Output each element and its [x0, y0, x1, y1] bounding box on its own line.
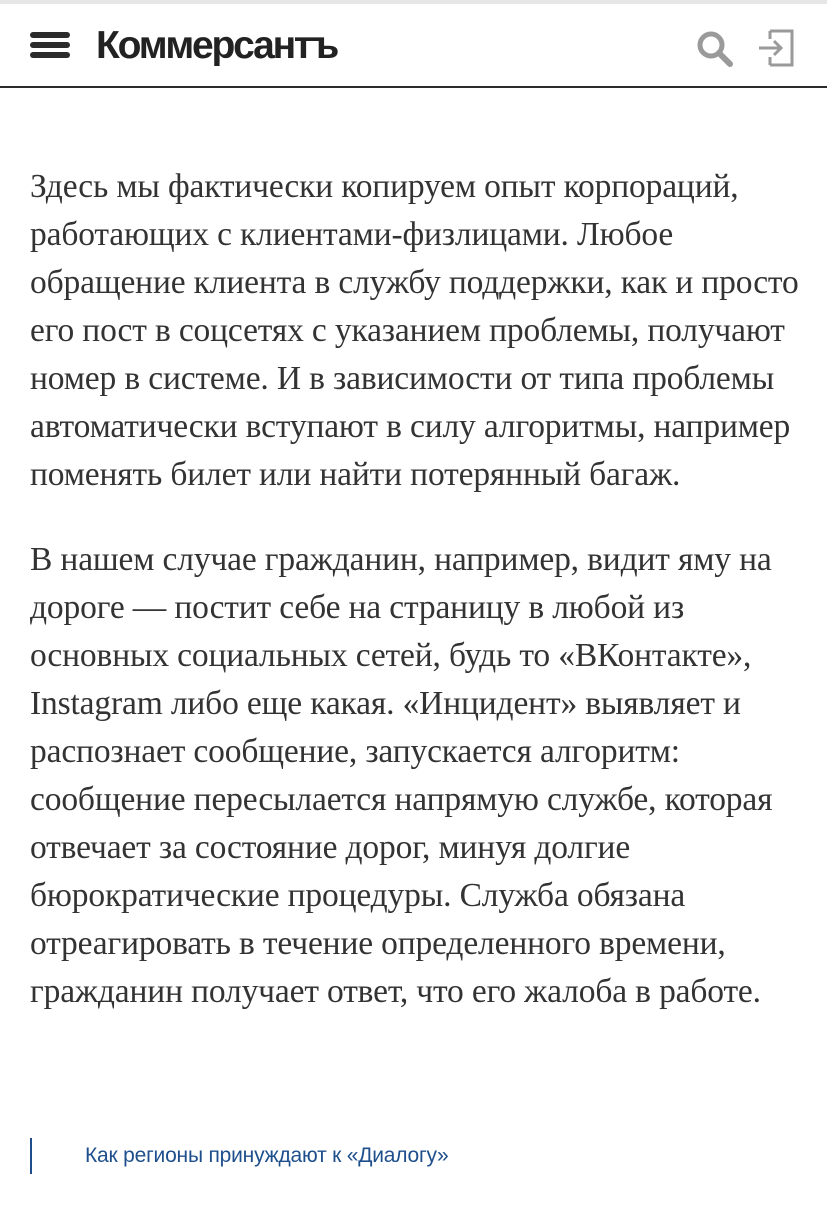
hamburger-menu-icon[interactable]: [30, 29, 70, 61]
login-icon[interactable]: [756, 26, 796, 70]
article-paragraph-2: В нашем случае гражданин, например, видит яму на дороге — постит себе на страницу в любой из основных социальных сетей, будь то «ВКонтакте», Instagram либо еще какая. «Инцидент» выявляет и распознает сообщение, запускается алгоритм: сообщение пересылается напрямую службе, которая отвечает за состояние дорог, минуя долгие бюрократические процедуры. Служба обязана отреагировать в течение определенного времени, гражданин получает ответ, что его жалоба в работе.: [30, 541, 773, 1010]
related-accent-bar: [30, 1138, 32, 1174]
search-icon[interactable]: [695, 29, 735, 69]
article-body: [30, 163, 810, 1053]
site-header: [0, 4, 827, 88]
menu-bar-middle: [30, 42, 70, 48]
article-paragraph-1: Здесь мы фактически копируем опыт корпораций, работающих с клиентами-физлицами. Любое обращение клиента в службу поддержки, как и просто его пост в соцсетях с указанием проблемы, получают номер в системе. И в зависимости от типа проблемы автоматически вступают в силу алгоритмы, например поменять билет или найти потерянный багаж.: [30, 168, 799, 493]
related-article-link[interactable]: Как регионы принуждают к «Диалогу»: [85, 1144, 449, 1167]
site-logo[interactable]: Коммерсантъ: [96, 24, 338, 67]
related-article: [30, 1138, 800, 1174]
menu-bar-top: [30, 32, 70, 38]
menu-bar-bottom: [30, 52, 70, 58]
